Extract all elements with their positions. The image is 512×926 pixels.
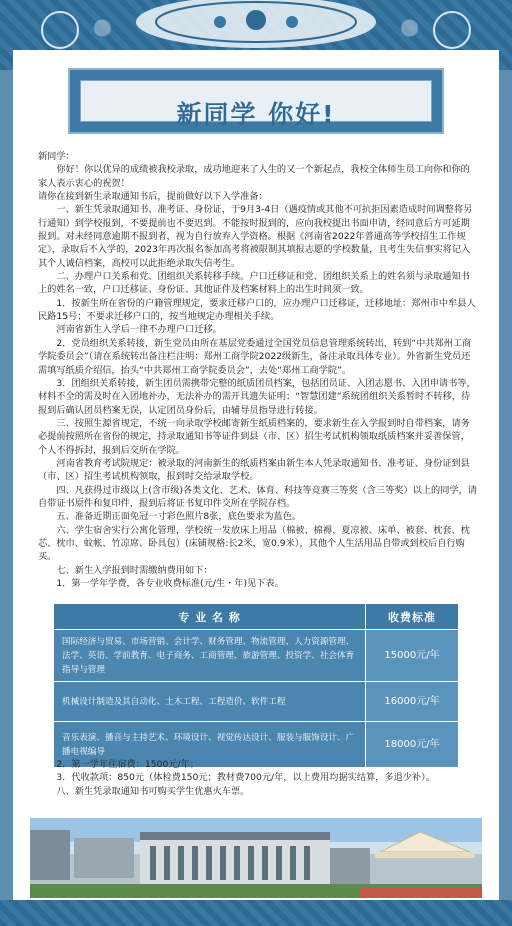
page-title: 新同学 你好! — [176, 100, 336, 129]
paragraph: 七、新生入学报到时需缴纳费用如下： — [56, 564, 213, 576]
paragraph: 五、准备近期正面免冠一寸彩色照片8张，底色要求为蓝色。 — [56, 511, 302, 523]
table-cell-majors: 国际经济与贸易、市场营销、会计学、财务管理、物流管理、人力资源管理、法学、英语、学前教育、电子商务、工商管理、旅游管理、投资学、社会体育指导与管理 — [54, 630, 366, 682]
paragraph: 河南省新生入学后一律不办理户口迁移。 — [56, 324, 222, 336]
campus-photo — [30, 818, 482, 898]
paragraph: 你好！你以优异的成绩被我校录取，成功地迎来了人生的又一个新起点，我校全体师生员工向你和你的家人表示衷心的祝贺！ — [38, 164, 470, 189]
table-cell-fee: 16000元/年 — [366, 682, 459, 722]
greeting-text: 新同学： — [38, 151, 75, 162]
paragraph: 八、新生凭录取通知书可购买学生优惠火车票。 — [56, 785, 250, 797]
table-row — [54, 682, 459, 722]
column-header-major: 专 业 名 称 — [54, 604, 366, 630]
paragraph: 一、新生凭录取通知书、准考证、身份证，于9月3-4日（遇疫情或其他不可抗拒因素造成时间调整将另行通知）到学校报到，不要提前也不要迟到。不能按时报到的，应向我校提出书面申请，经同意后方可延期报到。对未经同意逾期不报到者，视为自行放弃入学资格。根据《河南省2022年普通高等学校招生工作规定》，录取后不入学的，2023年再次报名参加高考将被限制其填报志愿的学校数量，且考生失信事实将记入其个人诚信档案，高校可以此拒绝录取失信考生。 — [38, 204, 473, 269]
paragraph: 四、凡获得过市级以上(含市级)各类文化、艺术、体育、科技等竞赛三等奖（含三等奖）以上的同学，请自带证书原件和复印件，报到后将证书复印件交所在学院存档。 — [38, 484, 477, 509]
decorative-pattern-bottom — [0, 900, 512, 926]
fee-table — [53, 603, 459, 768]
paragraph: 请你在接到新生录取通知书后，提前做好以下入学准备： — [38, 191, 268, 203]
title-inner-panel — [80, 80, 432, 129]
table-cell-fee: 15000元/年 — [366, 630, 459, 682]
paragraph: 1．按新生所在省份的户籍管理规定，要求迁移户口的，应办理户口迁移证，迁移地址：郑州市中牟县人民路15号；不要求迁移户口的，按当地规定办理相关手续。 — [38, 297, 476, 323]
title-banner — [68, 68, 444, 134]
paragraph: 2．第一学年住宿费：1500元/年； — [56, 759, 199, 770]
paragraph: 六、学生宿舍实行公寓化管理，学校统一发放床上用品（棉被、棉褥、夏凉被、床单、被套、枕套、枕芯、枕巾、蚊帐、竹凉席、卧具包）(床铺规格:长2米，宽0.9米），其他个人生活用品自带或到校后自行购买。 — [38, 524, 470, 563]
table-cell-majors: 音乐表演、播音与主持艺术、环境设计、视觉传达设计、服装与服饰设计、广播电视编导 — [54, 722, 366, 768]
paragraph: 1．第一学年学费，各专业收费标准(元/生・年)见下表。 — [56, 578, 284, 589]
paragraph: 河南省教育考试院规定：被录取的河南新生的纸质档案由新生本人凭录取通知书、准考证、身份证到县（市、区）招生考试机构领取，报到时交给录取学校。 — [38, 457, 470, 483]
table-cell-fee: 18000元/年 — [366, 722, 459, 768]
notice-body — [38, 150, 478, 590]
paragraph: 3．团组织关系转接，新生团员需携带完整的纸质团员档案，包括团员证、入团志愿书、入团申请书等，材料不全的需及时在入团地补办，无法补办的需开具遗失证明；“智慧团建”系统团组织关系暂时不转移，待报到后确认团员档案无误，认定团员身份后，由辅导员指导进行转接。 — [38, 377, 476, 416]
column-header-fee: 收费标准 — [366, 604, 459, 630]
paragraph: 二、办理户口关系和党、团组织关系转移手续。户口迁移证和党、团组织关系上的姓名须与录取通知书上的姓名一致，户口迁移证、身份证、其他证件及档案材料上的出生时间须一致。 — [38, 271, 470, 296]
paragraph: 2．党员组织关系转接，新生党员由所在基层党委通过全国党员信息管理系统转出，转到“中共郑州工商学院委员会”（请在系统转出备注栏注明：郑州工商学院2022级新生，备注录取具体专业）。外省新生党员还需填写纸质介绍信，抬头“中共郑州工商学院委员会”，去处“郑州工商学院”。 — [38, 337, 472, 376]
table-cell-majors: 机械设计制造及其自动化、土木工程、工程造价、软件工程 — [54, 682, 366, 722]
table-row — [54, 630, 459, 682]
notice-tail — [38, 758, 478, 798]
paragraph: 3．代收款项：850元（体检费150元；教材费700元/年，以上费用均据实结算，多退少补）。 — [56, 772, 435, 784]
paragraph: 三、按照生源省规定，不统一向录取学校邮寄新生纸质档案的，要求新生在入学报到时自带档案，请务必提前按照所在省份的规定，持录取通知书等证件到县（市、区）招生考试机构领取纸质档案并妥善保管，个人不得拆封，报到后交所在学院。 — [38, 417, 470, 456]
campus-building-illustration — [30, 818, 482, 898]
table-header-row — [54, 604, 459, 630]
